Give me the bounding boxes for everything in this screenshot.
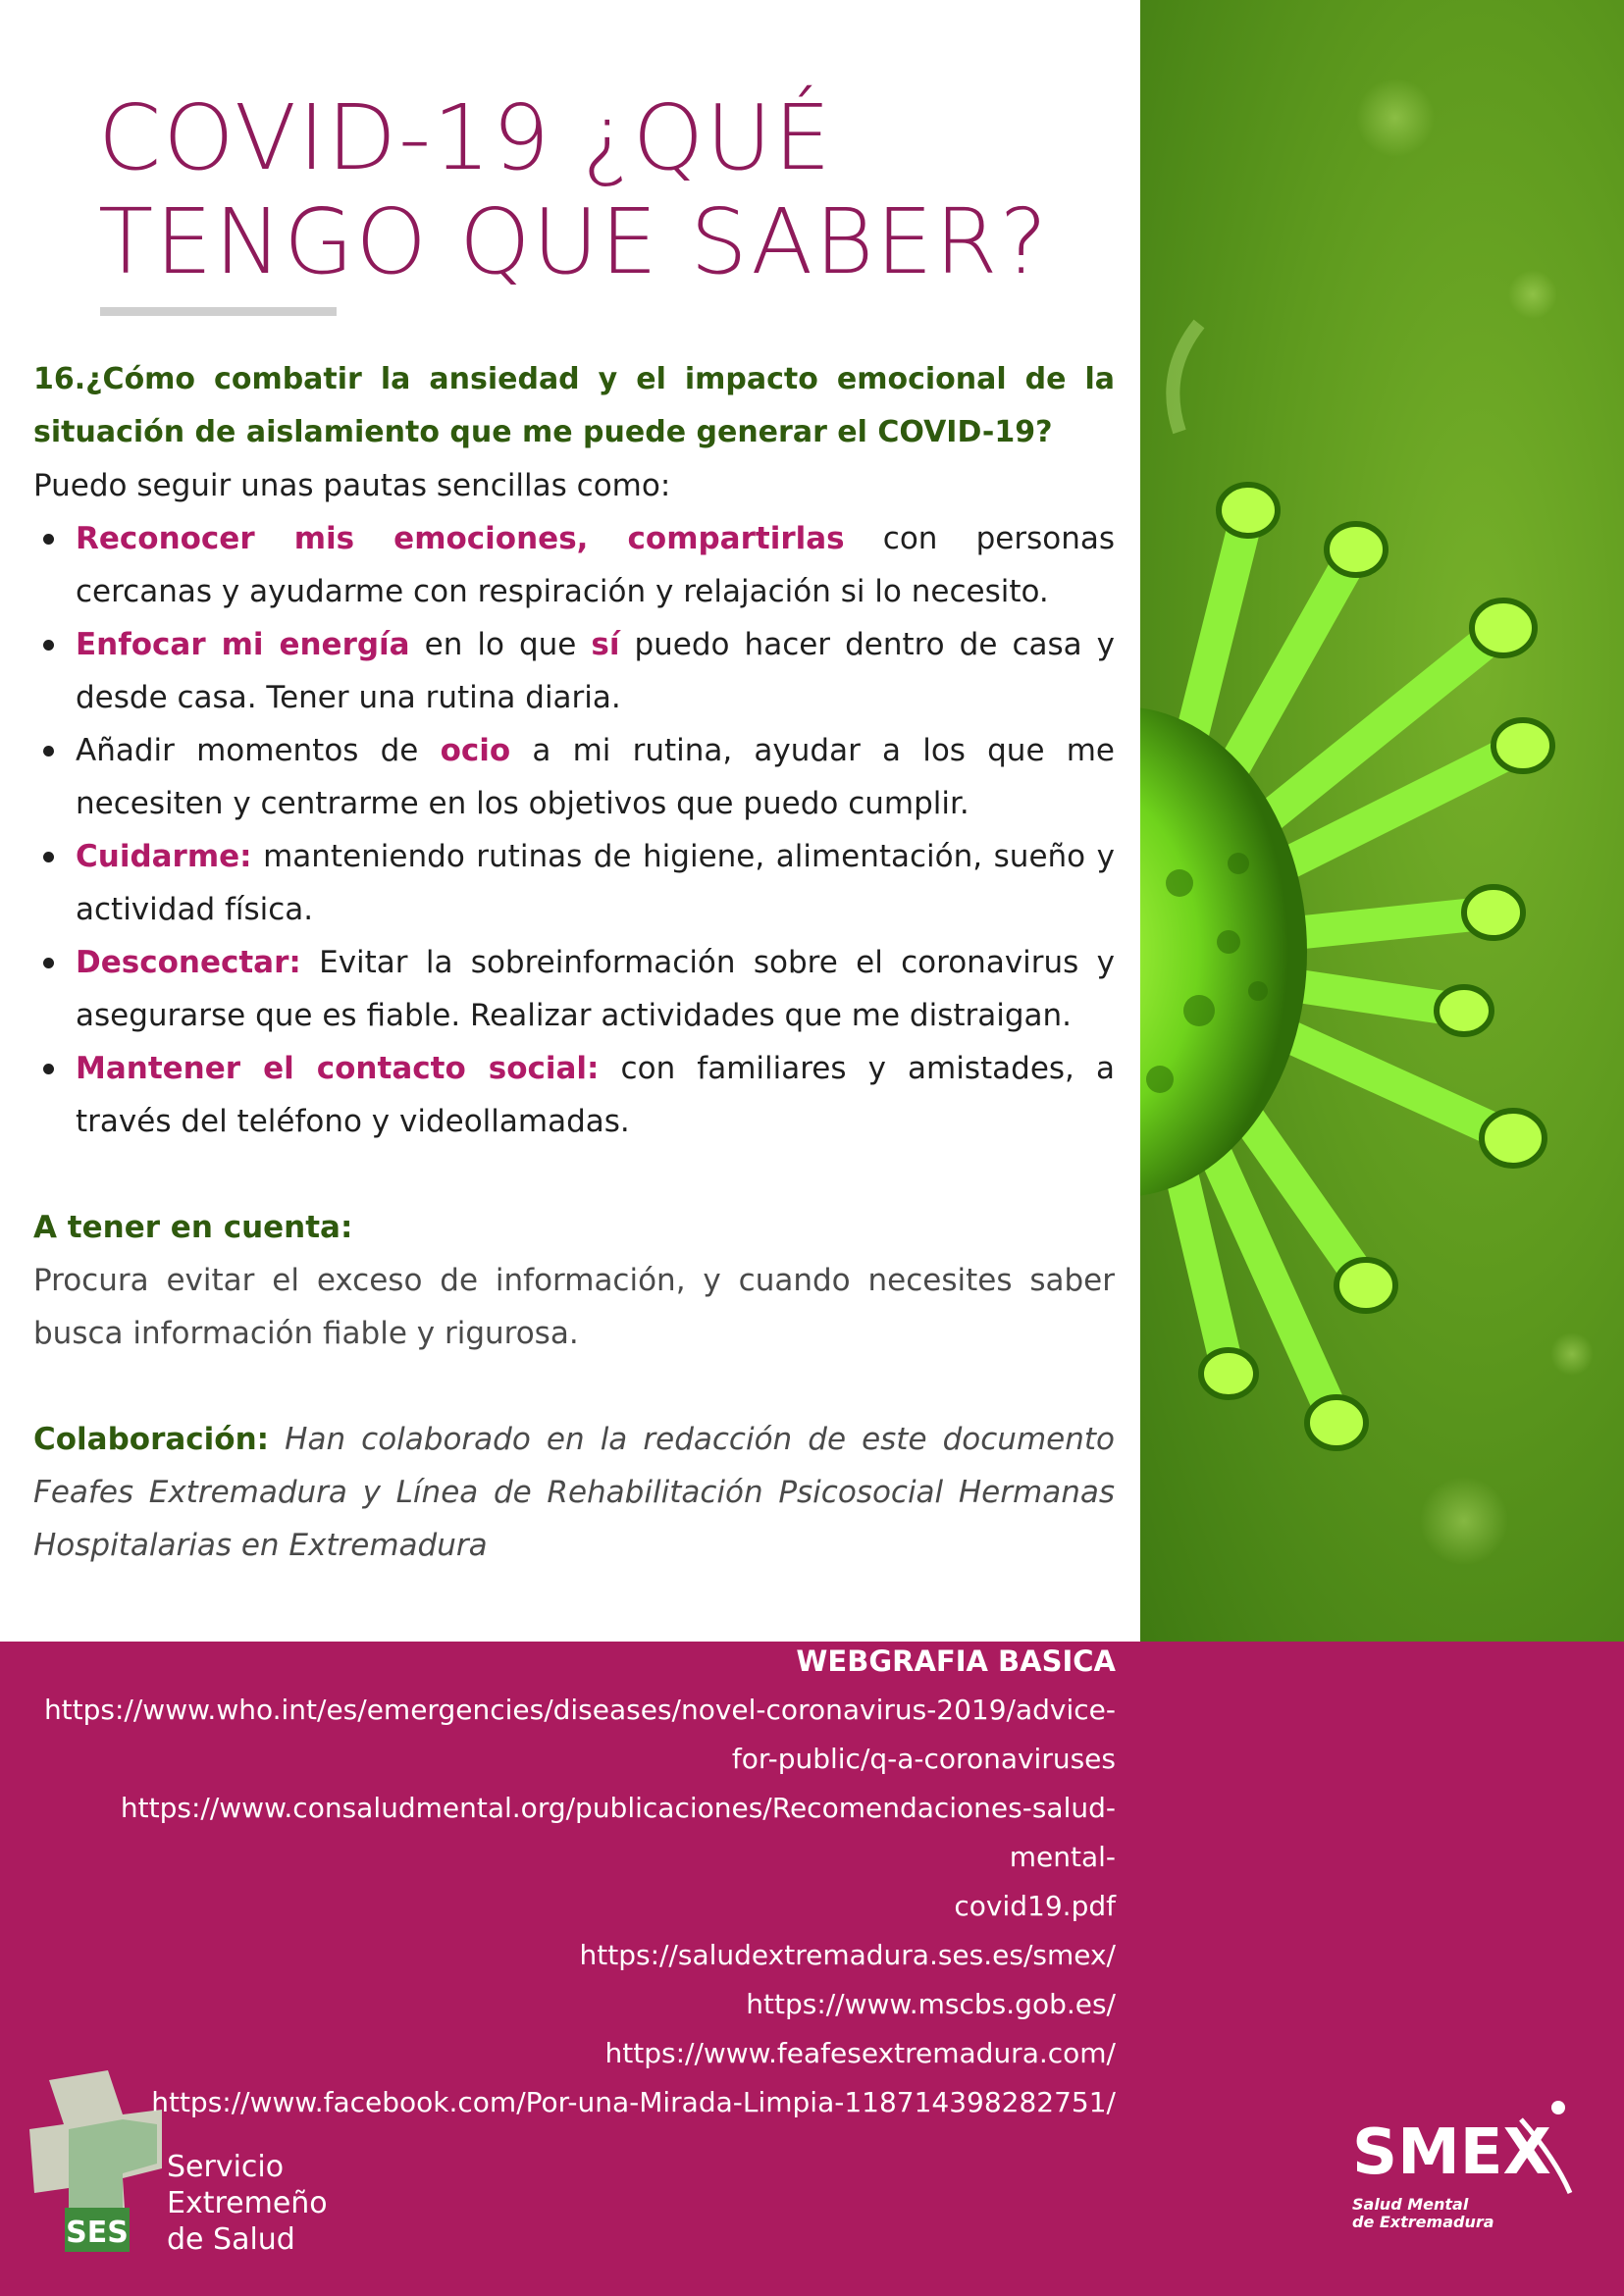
tips-list [33,512,1115,1148]
bullet-icon [43,852,54,862]
ses-line: de Salud [167,2222,295,2257]
list-item [33,724,1115,830]
note-heading: A tener en cuenta: [33,1210,353,1245]
item-text: Evitar la sobreinformación sobre el coronavirus y asegurarse que es fiable. Realizar actividades que me distraigan. [76,945,1115,1033]
page-title [98,86,1128,294]
collab-heading: Colaboración: [33,1422,270,1457]
webgrafia [17,1637,1116,2127]
bullet-icon [43,1064,54,1074]
bullet-icon [43,746,54,757]
title-divider [100,307,337,316]
title-line-2: TENGO QUE SABER? [98,189,1050,294]
ses-logo [29,2070,167,2256]
ses-badge-text: SES [66,2216,129,2250]
webgrafia-link[interactable]: https://saludextremadura.ses.es/smex/ [579,1939,1116,1971]
item-highlight: Cuidarme: [76,839,252,874]
item-highlight: Reconocer mis emociones, compartirlas [76,521,845,556]
item-text: con familiares y amistades, a través del teléfono y videollamadas. [76,1051,1115,1139]
item-highlight: sí [591,627,620,662]
question-heading: 16.¿Cómo combatir la ansiedad y el impacto emocional de la situación de aislamiento que me puede generar el COVID-19? [33,362,1115,449]
smex-sub-line: de Extremadura [1352,2213,1494,2231]
webgrafia-title: WEBGRAFIA BASICA [796,1644,1116,1678]
webgrafia-link[interactable]: https://www.feafesextremadura.com/ [604,2037,1116,2069]
list-item [33,936,1115,1042]
bullet-icon [43,640,54,651]
main-content [33,353,1115,1572]
webgrafia-link[interactable]: https://www.who.int/es/emergencies/diseases/novel-coronavirus-2019/advice- [43,1694,1116,1726]
bullet-icon [43,534,54,545]
ses-line: Servicio [167,2150,285,2184]
smex-subtitle [1352,2196,1494,2231]
smex-wordmark: SMEX [1352,2116,1551,2189]
title-line-1: COVID-19 ¿QUÉ [98,85,833,190]
ses-logo-text [167,2149,328,2258]
item-text: a mi rutina, ayudar a los que me necesiten y centrarme en los objetivos que puedo cumplir. [76,733,1115,821]
collaboration [33,1413,1115,1572]
list-item [33,618,1115,724]
webgrafia-link[interactable]: covid19.pdf [954,1890,1116,1922]
item-highlight: Desconectar: [76,945,301,980]
list-item [33,1042,1115,1148]
item-text: en lo que [409,627,592,662]
list-item [33,512,1115,618]
item-highlight: Enfocar mi energía [76,627,410,662]
item-highlight: Mantener el contacto social: [76,1051,600,1086]
item-text: Añadir momentos de [76,733,441,768]
item-text: manteniendo rutinas de higiene, alimentación, sueño y actividad física. [76,839,1115,927]
list-item [33,830,1115,936]
webgrafia-link[interactable]: for-public/q-a-coronaviruses [731,1743,1116,1775]
item-highlight: ocio [440,733,511,768]
item-text: puedo hacer dentro de casa y desde casa. Tener una rutina diaria. [76,627,1115,715]
webgrafia-link[interactable]: https://www.consaludmental.org/publicaciones/Recomendaciones-salud-mental- [120,1792,1116,1873]
webgrafia-link[interactable]: https://www.mscbs.gob.es/ [746,1988,1116,2020]
item-text: con personas cercanas y ayudarme con respiración y relajación si lo necesito. [76,521,1115,609]
smex-logo [1344,2090,1580,2202]
bullet-icon [43,958,54,968]
intro-text: Puedo seguir unas pautas sencillas como: [33,468,671,503]
collab-text: Han colaborado en la redacción de este documento Feafes Extremadura y Línea de Rehabilitación Psicosocial Hermanas Hospitalarias en Extremadura [33,1422,1115,1563]
virus-image [1140,0,1624,1642]
note-text: Procura evitar el exceso de información, y cuando necesites saber busca información fiable y rigurosa. [33,1263,1115,1351]
webgrafia-link[interactable]: https://www.facebook.com/Por-una-Mirada-Limpia-118714398282751/ [151,2086,1116,2118]
ses-line: Extremeño [167,2186,328,2220]
smex-sub-line: Salud Mental [1352,2195,1469,2214]
